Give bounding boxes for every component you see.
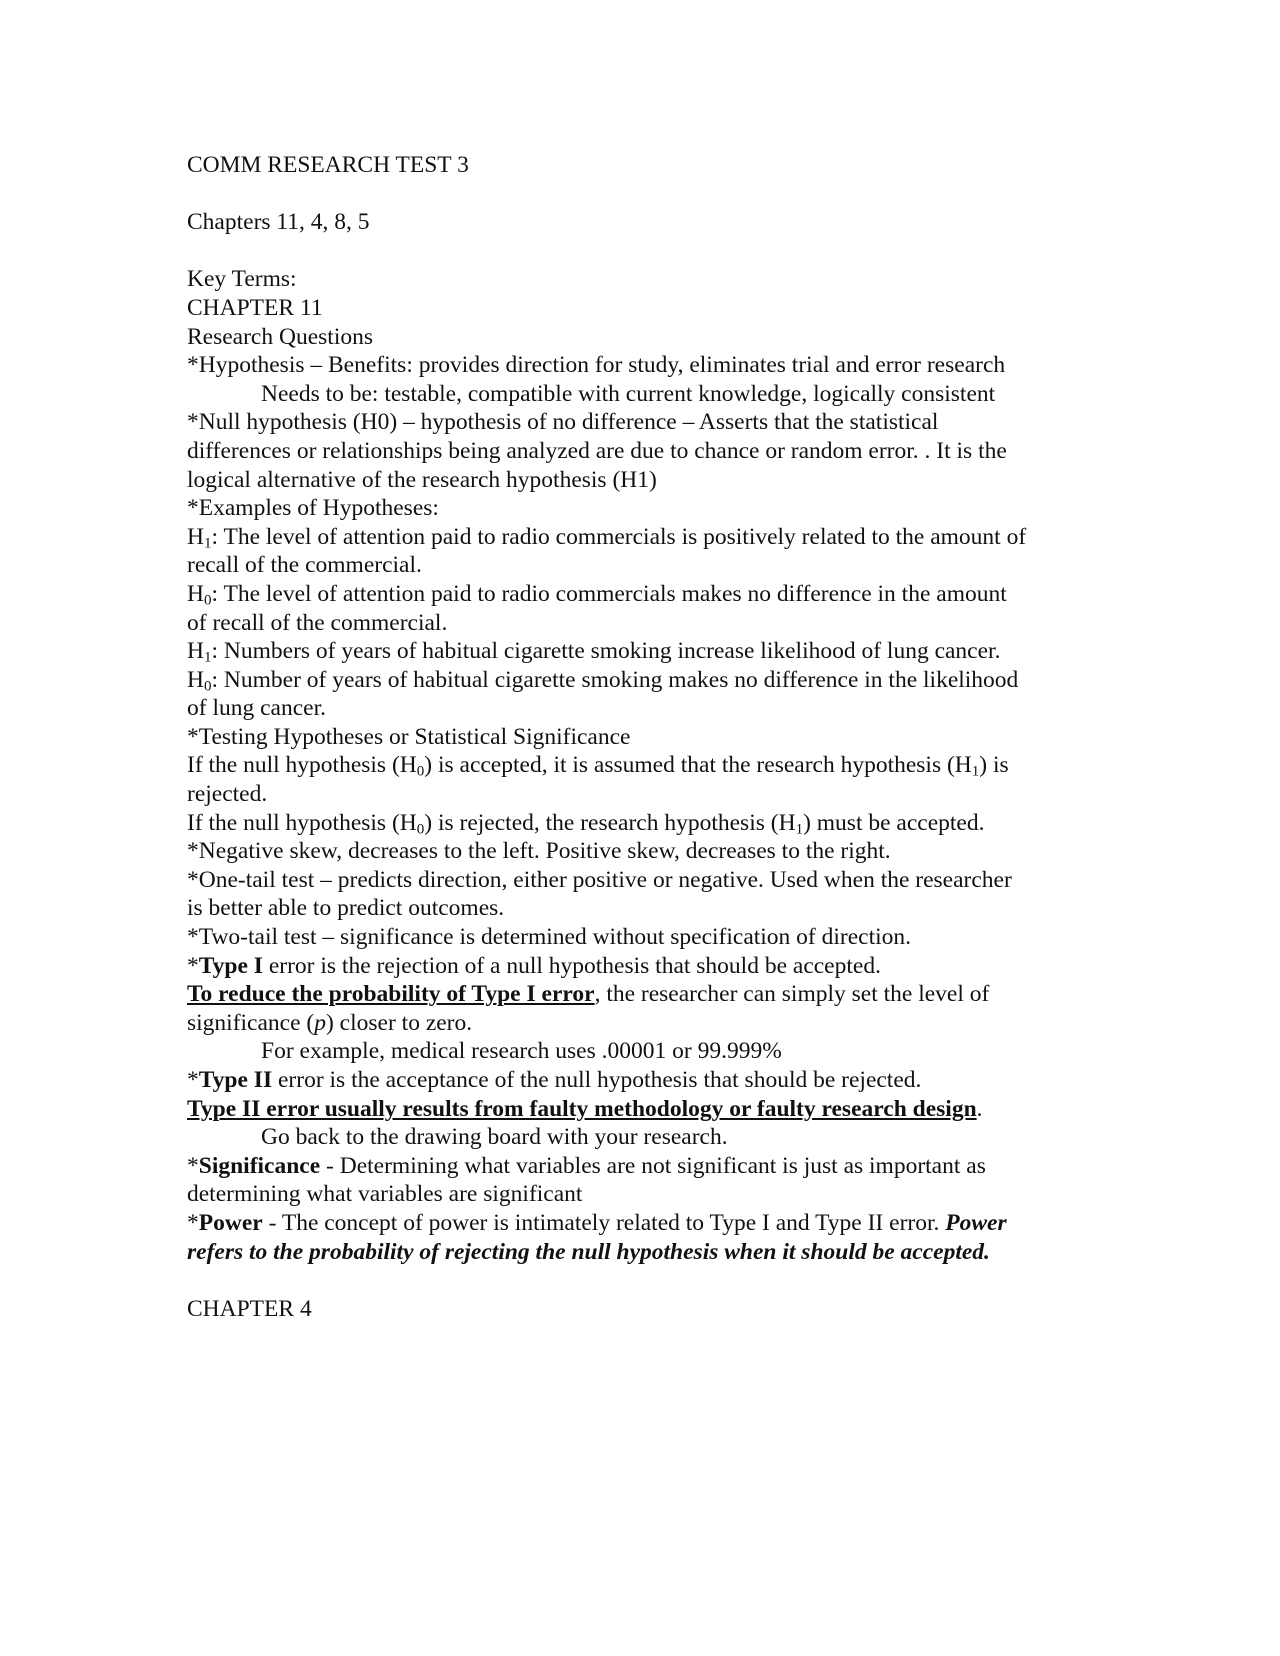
testing-accepted-cont: rejected.: [187, 781, 268, 808]
text-run: ) is: [979, 752, 1009, 779]
power-line-1: [187, 1209, 1087, 1238]
subscript-zero: 0: [203, 592, 212, 609]
subscript-one: 1: [971, 763, 980, 780]
example-text: : Number of years of habitual cigarette smoking makes no difference in the likelihood: [211, 666, 1019, 693]
power-term: Power: [198, 1209, 263, 1236]
research-questions-heading: Research Questions: [187, 323, 373, 350]
example-text: : The level of attention paid to radio commercials is positively related to the amount of: [211, 523, 1027, 550]
power-line-2: refers to the probability of rejecting the null hypothesis when it should be accepted.: [187, 1238, 990, 1265]
asterisk: *: [187, 1152, 199, 1179]
significance-term: Significance: [198, 1152, 321, 1179]
one-tail-line-1: *One-tail test – predicts direction, either positive or negative. Used when the researcher: [187, 866, 1012, 893]
type-1-term: Type I: [198, 952, 263, 979]
power-emphasis: Power: [945, 1209, 1007, 1236]
example-h1-attention: [187, 523, 1087, 552]
hypothesis-line: *Hypothesis – Benefits: provides direction for study, eliminates trial and error research: [187, 352, 1006, 379]
type-2-faulty-emphasis: Type II error usually results from faulty methodology or faulty research design: [187, 1095, 977, 1122]
spacer: [187, 180, 1087, 209]
significance-line-1: [187, 1152, 1087, 1181]
h-letter: H: [187, 523, 204, 550]
text-run: If the null hypothesis (H: [187, 752, 417, 779]
example-h0-attention: [187, 580, 1087, 609]
text-run: ) is rejected, the research hypothesis (H: [424, 809, 796, 836]
h-letter: H: [187, 666, 204, 693]
skew-line: *Negative skew, decreases to the left. Positive skew, decreases to the right.: [187, 838, 891, 865]
text-run: error is the rejection of a null hypothesis that should be accepted.: [262, 952, 881, 979]
asterisk: *: [187, 952, 199, 979]
asterisk: *: [187, 1209, 199, 1236]
text-run: - Determining what variables are not significant is just as important as: [320, 1152, 986, 1179]
type-2-drawing-board-line: Go back to the drawing board with your research.: [261, 1124, 728, 1151]
two-tail-line: *Two-tail test – significance is determined without specification of direction.: [187, 924, 912, 951]
text-run: If the null hypothesis (H: [187, 809, 417, 836]
document-title: COMM RESEARCH TEST 3: [187, 152, 469, 178]
subscript-one: 1: [203, 649, 212, 666]
null-hypothesis-line-1: *Null hypothesis (H0) – hypothesis of no difference – Asserts that the statistical: [187, 409, 939, 436]
one-tail-line-2: is better able to predict outcomes.: [187, 895, 505, 922]
type-1-example-line: For example, medical research uses .00001 or 99.999%: [261, 1038, 782, 1065]
text-run: ) closer to zero.: [325, 1009, 473, 1036]
chapters-line: Chapters 11, 4, 8, 5: [187, 209, 370, 236]
example-h0-attention-cont: of recall of the commercial.: [187, 609, 448, 636]
text-run: significance (: [187, 1009, 315, 1036]
testing-rejected: [187, 809, 1087, 838]
asterisk: *: [187, 1067, 199, 1093]
example-h0-smoking-cont: of lung cancer.: [187, 695, 326, 722]
p-variable: p: [314, 1009, 326, 1036]
h-letter: H: [187, 580, 204, 607]
testing-accepted: [187, 751, 1087, 780]
type-1-error-line: [187, 952, 1087, 981]
type-2-term: Type II: [198, 1067, 273, 1093]
text-run: - The concept of power is intimately related to Type I and Type II error.: [262, 1209, 946, 1236]
type-1-significance-line: [187, 1009, 1087, 1038]
text-run: error is the acceptance of the null hypothesis that should be rejected.: [272, 1067, 922, 1093]
example-h0-smoking: [187, 666, 1087, 695]
testing-heading: *Testing Hypotheses or Statistical Significance: [187, 723, 631, 750]
text-run: ) is accepted, it is assumed that the research hypothesis (H: [424, 752, 972, 779]
example-text: : Numbers of years of habitual cigarette smoking increase likelihood of lung cancer.: [211, 638, 1001, 665]
subscript-zero: 0: [203, 677, 212, 694]
subscript-one: 1: [795, 820, 804, 837]
text-run: ) must be accepted.: [803, 809, 985, 836]
text-run: .: [976, 1095, 983, 1122]
subscript-zero: 0: [416, 820, 425, 837]
hypothesis-requirements: Needs to be: testable, compatible with current knowledge, logically consistent: [261, 380, 996, 407]
example-h1-smoking: [187, 637, 1087, 666]
subscript-one: 1: [203, 535, 212, 552]
text-run: , the researcher can simply set the level of: [594, 981, 990, 1008]
examples-heading: *Examples of Hypotheses:: [187, 495, 439, 522]
example-h1-attention-cont: recall of the commercial.: [187, 552, 422, 579]
document-body: [187, 151, 1087, 1323]
null-hypothesis-line-3: logical alternative of the research hypothesis (H1): [187, 466, 657, 493]
h-letter: H: [187, 638, 204, 665]
key-terms-label: Key Terms:: [187, 266, 297, 293]
type-1-reduce-emphasis: To reduce the probability of Type I error: [187, 981, 595, 1008]
chapter-4-heading: CHAPTER 4: [187, 1295, 312, 1322]
significance-line-2: determining what variables are significant: [187, 1181, 583, 1208]
spacer: [187, 1266, 1087, 1295]
spacer: [187, 237, 1087, 266]
example-text: : The level of attention paid to radio commercials makes no difference in the amount: [211, 580, 1007, 607]
type-2-faulty-line: [187, 1095, 1087, 1124]
type-1-reduce-line: [187, 980, 1087, 1009]
chapter-11-heading: CHAPTER 11: [187, 294, 323, 321]
null-hypothesis-line-2: differences or relationships being analyzed are due to chance or random error. . It is the: [187, 437, 1007, 464]
type-2-error-line: [187, 1066, 1087, 1095]
subscript-zero: 0: [416, 763, 425, 780]
